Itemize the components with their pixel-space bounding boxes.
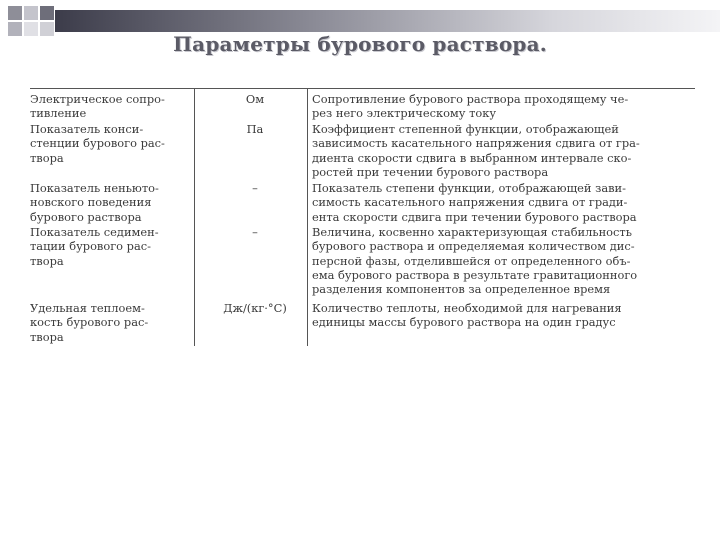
parameter-name: Показатель седимен- тации бурового рас- твора <box>30 225 159 268</box>
parameter-unit: Ом <box>245 92 265 106</box>
parameter-description: Количество теплоты, необходимой для нагревания единицы массы бурового раствора на один градус <box>312 301 622 330</box>
parameter-name: Показатель неньюто- новского поведения бурового раствора <box>30 181 159 224</box>
parameter-unit: Дж/(кг·°С) <box>223 301 287 315</box>
parameter-description: Коэффициент степенной функции, отображающей зависимость касательного напряжения сдвига от гра- диента скорости сдвига в выбранном интервале ско- ростей при течении бурового раствора <box>312 122 640 179</box>
parameter-description: Показатель степени функции, отображающей зави- симость касательного напряжения сдвига от гради- ента скорости сдвига при течении бурового раствора <box>312 181 637 224</box>
parameter-description: Величина, косвенно характеризующая стабильность бурового раствора и определяемая количеством дис- персной фазы, отделившейся от определенного объ- ема бурового раствора в результате гравитационного разделения компонентов за определенное время <box>312 225 638 297</box>
slide-title: Параметры бурового раствора. <box>173 32 547 56</box>
parameter-name: Электрическое сопро- тивление <box>30 92 165 121</box>
parameter-unit: – <box>252 181 258 195</box>
column-divider-1 <box>194 88 195 346</box>
table-top-rule <box>30 88 695 89</box>
parameter-name: Удельная теплоем- кость бурового рас- твора <box>30 301 149 344</box>
header-gradient-bar <box>55 10 720 32</box>
parameter-description: Сопротивление бурового раствора проходящему че- рез него электрическому току <box>312 92 629 121</box>
parameter-unit: – <box>252 225 258 239</box>
parameter-unit: Па <box>246 122 264 136</box>
parameter-name: Показатель конси- стенции бурового рас- твора <box>30 122 165 165</box>
